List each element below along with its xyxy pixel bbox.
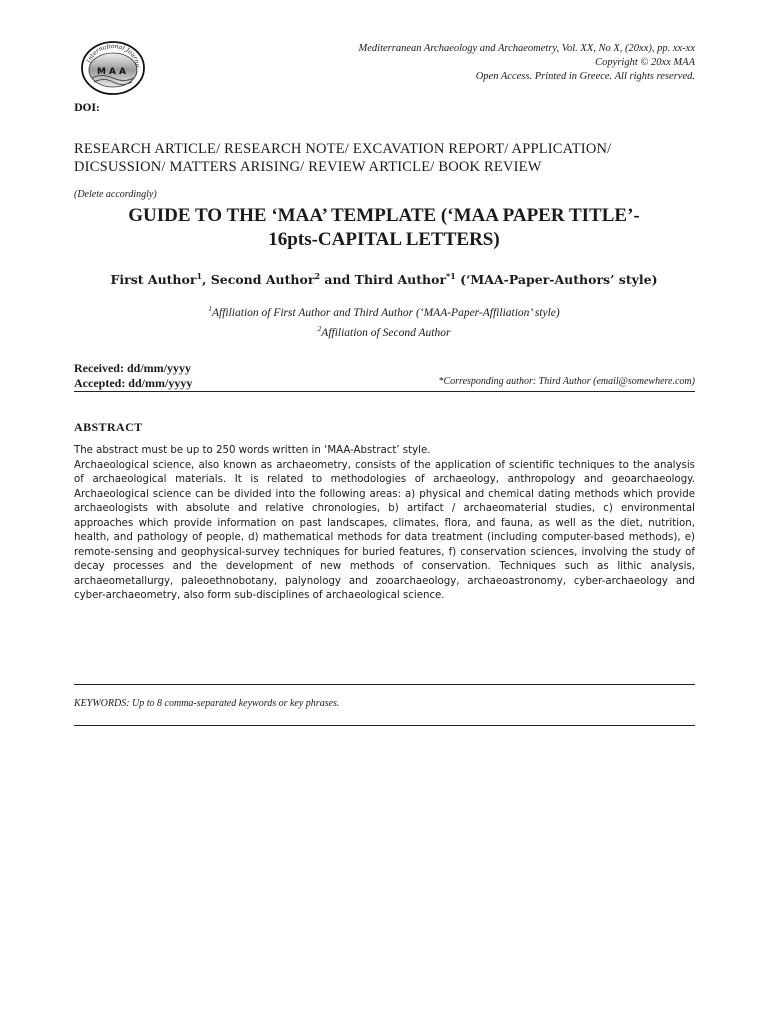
- accepted-date: Accepted: dd/mm/yyyy: [74, 375, 193, 390]
- journal-copyright: Copyright © 20xx MAA: [595, 57, 695, 68]
- paper-title: [74, 204, 694, 252]
- abstract-heading: ABSTRACT: [74, 420, 143, 434]
- received-date: Received: dd/mm/yyyy: [74, 361, 191, 375]
- abstract-paragraph-1: The abstract must be up to 250 words written in ‘MAA-Abstract’ style.: [74, 445, 431, 456]
- author-third-sup: *1: [446, 271, 456, 281]
- journal-logo: [80, 40, 146, 96]
- journal-citation: Mediterranean Archaeology and Archaeometry, Vol. XX, No X, (20xx), pp. xx-xx: [358, 43, 695, 54]
- affiliation-1-text: Affiliation of First Author and Third Author (‘MAA-Paper-Affiliation’ style): [212, 306, 560, 319]
- logo-acronym: MAA: [97, 67, 129, 77]
- author-third: Third Author: [354, 272, 447, 288]
- abstract-body: [74, 444, 695, 604]
- divider-top: [74, 391, 695, 392]
- author-second-sup: 2: [314, 271, 321, 281]
- article-types-line-1: RESEARCH ARTICLE/ RESEARCH NOTE/ EXCAVATION REPORT/ APPLICATION/: [74, 141, 612, 157]
- article-dates: [74, 361, 192, 390]
- affiliation-2-sup: 2: [317, 323, 322, 333]
- journal-header: [359, 42, 696, 84]
- title-line-1: GUIDE TO THE ‘MAA’ TEMPLATE (‘MAA PAPER TITLE’-: [128, 205, 640, 226]
- affiliation-1-sup: 1: [208, 304, 212, 313]
- author-second: Second Author: [210, 272, 315, 288]
- affiliation-1: [74, 301, 694, 321]
- affiliation-2: [74, 321, 694, 341]
- divider-keywords-top: [74, 684, 695, 685]
- author-first-sup: 1: [196, 271, 203, 281]
- corresponding-author: *Corresponding author: Third Author (email@somewhere.com): [438, 376, 695, 387]
- author-first: First Author: [110, 272, 197, 288]
- affiliation-2-text: Affiliation of Second Author: [321, 326, 451, 339]
- logo-arc-text: International Journa: [85, 42, 142, 68]
- doi-label: DOI:: [74, 103, 100, 114]
- title-line-2: 16pts-CAPITAL LETTERS): [268, 229, 500, 250]
- journal-rights: Open Access. Printed in Greece. All rights reserved.: [475, 71, 695, 82]
- article-types-line-2: DICSUSSION/ MATTERS ARISING/ REVIEW ARTICLE/ BOOK REVIEW: [74, 159, 542, 175]
- affiliations: [74, 301, 694, 341]
- article-types: [74, 140, 704, 176]
- keywords: KEYWORDS: Up to 8 comma-separated keywords or key phrases.: [74, 698, 340, 709]
- authors-style-note: (‘MAA-Paper-Authors’ style): [460, 272, 658, 288]
- abstract-paragraph-2: Archaeological science, also known as archaeometry, consists of the application of scientific techniques to the analysis of archaeological materials. It is related to methodologies of archaeology, anthropology and geoarchaeology. Archaeological science can be divided into the following areas: a) physical and chemical dating methods which provide archaeologists with absolute and relative chronologies, b) artifact / archaeomaterial studies, c) environmental approaches which provide information on past landscapes, climates, flora, and fauna, as well as the diet, nutrition, health, and pathology of people, d) mathematical methods for data treatment (including computer-based methods), e) remote-sensing and geophysical-survey techniques for buried features, f) conservation sciences, involving the study of decay processes and the development of new methods of conservation. Techniques such as lithic analysis, archaeometallurgy, paleoethnobotany, palynology and zooarchaeology, archaeoastronomy, cyber-archaeology and cyber-archaeometry, also form sub-disciplines of archaeological science.: [74, 459, 695, 601]
- author-list: First Author$^1$, Second Author$^2$ and Third Author$^{*1}$ (‘MAA-Paper-Authors’ style): [110, 271, 658, 288]
- divider-keywords-bottom: [74, 725, 695, 726]
- delete-note: (Delete accordingly): [74, 189, 157, 200]
